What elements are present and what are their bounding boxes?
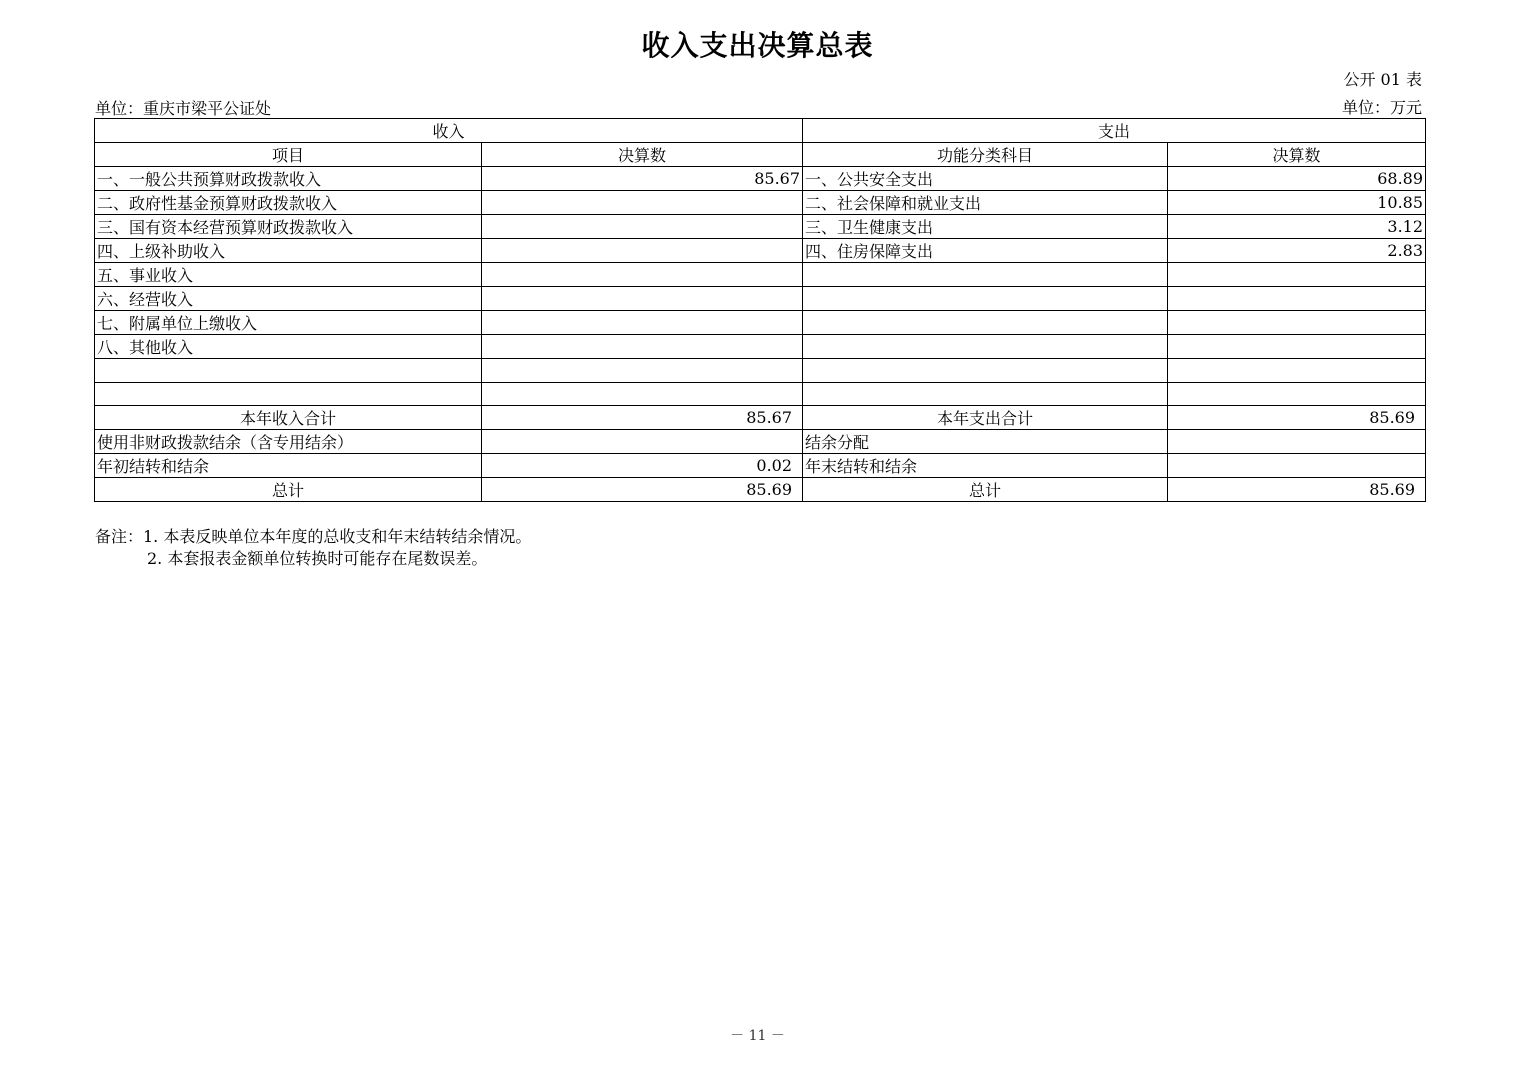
income-item	[95, 382, 482, 406]
header-item: 项目	[95, 143, 482, 167]
income-item: 二、政府性基金预算财政拨款收入	[95, 191, 482, 215]
surplus-distribution-label: 结余分配	[803, 430, 1168, 454]
expense-amount	[1168, 311, 1426, 335]
grand-total-income-value: 85.69	[482, 478, 803, 502]
expense-amount	[1168, 382, 1426, 406]
income-amount	[482, 359, 803, 383]
note-line-1: 备注：1. 本表反映单位本年度的总收支和年末结转结余情况。	[95, 527, 532, 546]
expense-amount	[1168, 335, 1426, 359]
expense-amount	[1168, 287, 1426, 311]
table-row	[95, 215, 1426, 239]
table-row	[95, 335, 1426, 359]
begin-balance-value: 0.02	[482, 454, 803, 478]
expense-item: 四、住房保障支出	[803, 239, 1168, 263]
header-amount-expense: 决算数	[1168, 143, 1426, 167]
end-balance-value	[1168, 454, 1426, 478]
budget-table	[94, 118, 1426, 502]
annual-total-row	[95, 406, 1426, 430]
end-balance-label: 年末结转和结余	[803, 454, 1168, 478]
note-line-2: 2. 本套报表金额单位转换时可能存在尾数误差。	[147, 549, 488, 568]
unit-currency: 单位：万元	[1341, 98, 1422, 117]
expense-item	[803, 335, 1168, 359]
income-amount: 85.67	[482, 167, 803, 191]
table-row	[95, 239, 1426, 263]
expense-amount: 10.85	[1168, 191, 1426, 215]
table-row	[95, 382, 1426, 406]
grand-total-expense-value: 85.69	[1168, 478, 1426, 502]
balance-row	[95, 454, 1426, 478]
expense-item: 二、社会保障和就业支出	[803, 191, 1168, 215]
expense-item: 三、卫生健康支出	[803, 215, 1168, 239]
expense-amount	[1168, 263, 1426, 287]
page-number: － 11 －	[730, 1028, 785, 1044]
header-expense: 支出	[803, 119, 1426, 143]
expense-total-value: 85.69	[1168, 406, 1426, 430]
income-item: 六、经营收入	[95, 287, 482, 311]
table-row	[95, 287, 1426, 311]
nonfiscal-label: 使用非财政拨款结余（含专用结余）	[95, 430, 482, 454]
notes	[95, 526, 531, 570]
income-total-value: 85.67	[482, 406, 803, 430]
income-amount	[482, 263, 803, 287]
income-item: 七、附属单位上缴收入	[95, 311, 482, 335]
income-total-label: 本年收入合计	[95, 406, 482, 430]
income-amount	[482, 311, 803, 335]
income-item: 一、一般公共预算财政拨款收入	[95, 167, 482, 191]
expense-item	[803, 263, 1168, 287]
expense-item	[803, 287, 1168, 311]
grand-total-row	[95, 478, 1426, 502]
expense-total-label: 本年支出合计	[803, 406, 1168, 430]
income-item: 四、上级补助收入	[95, 239, 482, 263]
income-amount	[482, 191, 803, 215]
table-row	[95, 359, 1426, 383]
table-row	[95, 311, 1426, 335]
expense-item	[803, 382, 1168, 406]
income-amount	[482, 239, 803, 263]
surplus-distribution-value	[1168, 430, 1426, 454]
grand-total-expense-label: 总计	[803, 478, 1168, 502]
table-row	[95, 263, 1426, 287]
table-row	[95, 191, 1426, 215]
expense-amount: 68.89	[1168, 167, 1426, 191]
header-amount: 决算数	[482, 143, 803, 167]
form-number: 公开 01 表	[1343, 70, 1422, 89]
header-income: 收入	[95, 119, 803, 143]
income-amount	[482, 335, 803, 359]
table-row	[95, 167, 1426, 191]
expense-amount: 3.12	[1168, 215, 1426, 239]
income-item	[95, 359, 482, 383]
income-amount	[482, 382, 803, 406]
expense-amount	[1168, 359, 1426, 383]
income-amount	[482, 287, 803, 311]
expense-amount: 2.83	[1168, 239, 1426, 263]
expense-item: 一、公共安全支出	[803, 167, 1168, 191]
income-item: 八、其他收入	[95, 335, 482, 359]
unit-organization: 单位：重庆市梁平公证处	[95, 99, 272, 118]
expense-item	[803, 359, 1168, 383]
nonfiscal-row	[95, 430, 1426, 454]
header-row-group	[95, 119, 1426, 143]
page-title: 收入支出决算总表	[641, 29, 874, 62]
header-row-columns	[95, 143, 1426, 167]
income-item: 三、国有资本经营预算财政拨款收入	[95, 215, 482, 239]
nonfiscal-value	[482, 430, 803, 454]
income-amount	[482, 215, 803, 239]
header-func-category: 功能分类科目	[803, 143, 1168, 167]
grand-total-income-label: 总计	[95, 478, 482, 502]
expense-item	[803, 311, 1168, 335]
begin-balance-label: 年初结转和结余	[95, 454, 482, 478]
income-item: 五、事业收入	[95, 263, 482, 287]
